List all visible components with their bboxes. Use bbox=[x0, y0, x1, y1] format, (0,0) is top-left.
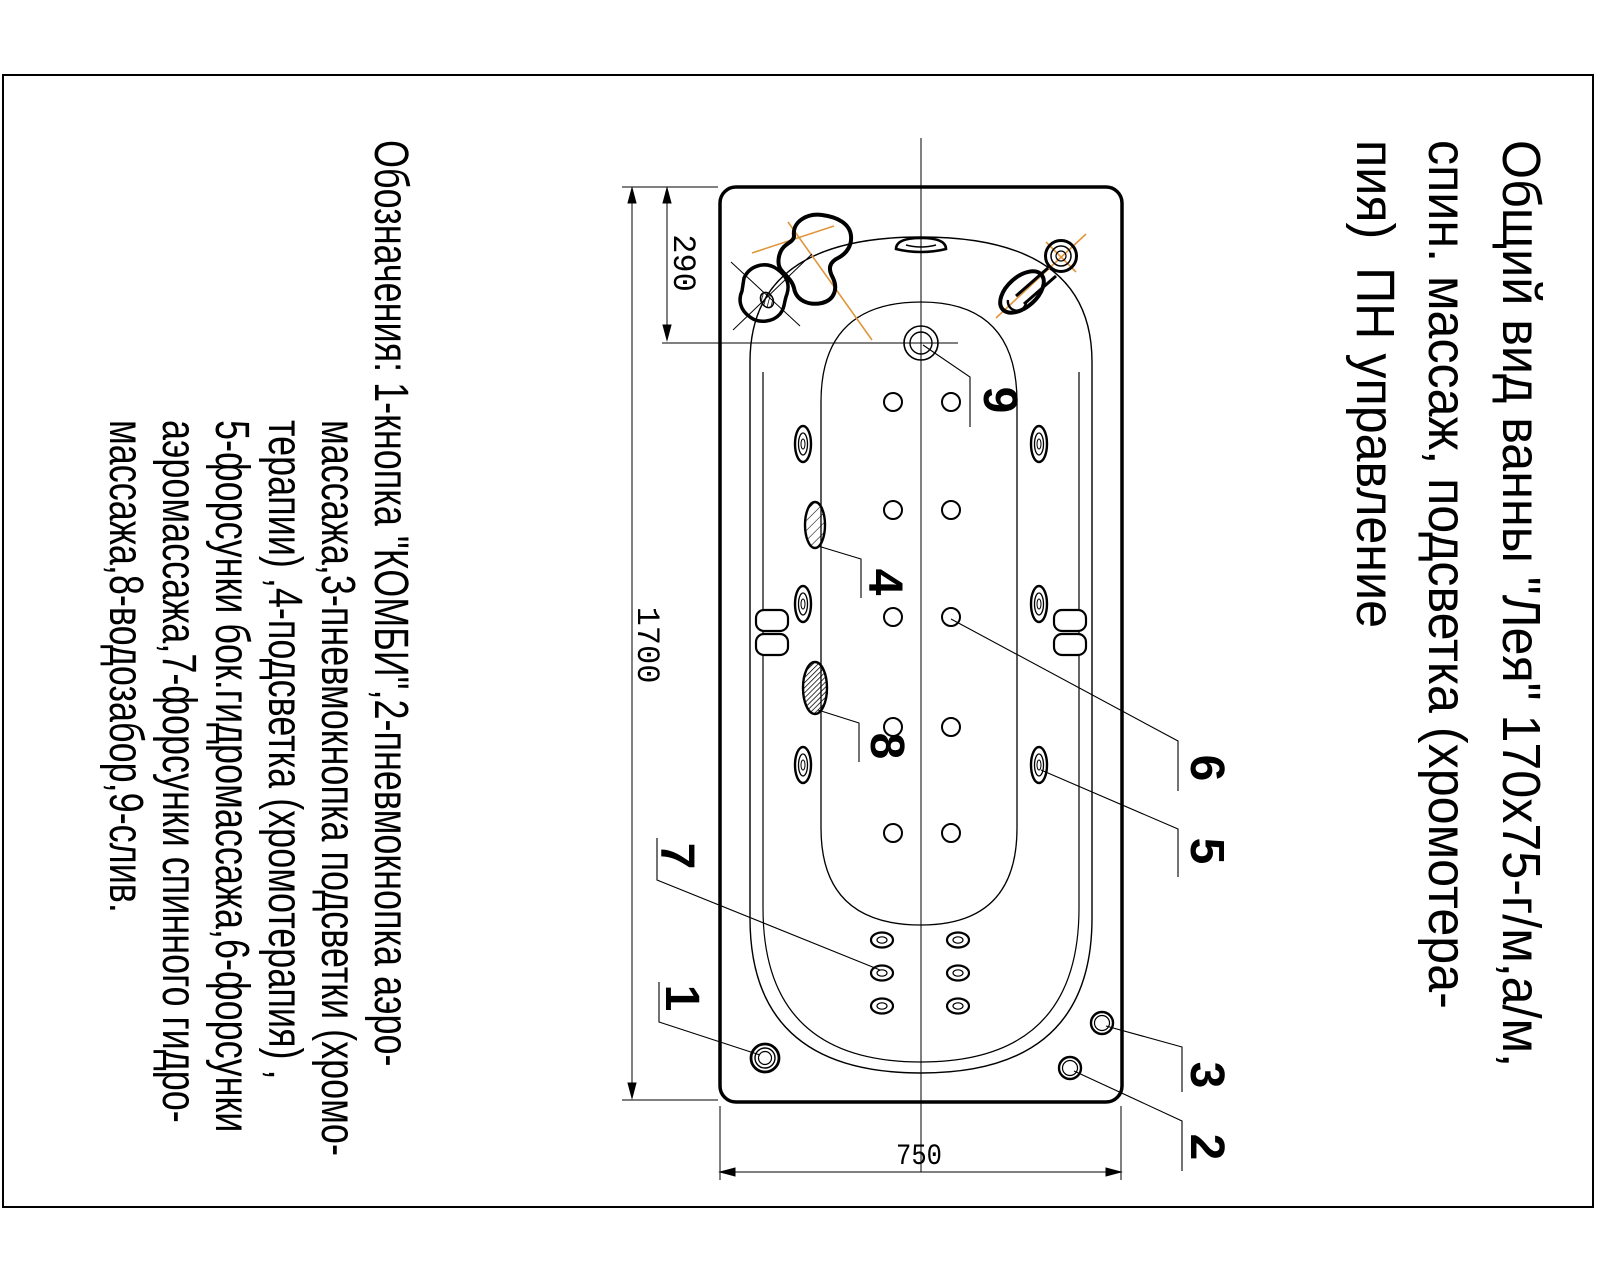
callout-9: 9 bbox=[973, 386, 1026, 414]
callout-2: 2 bbox=[1180, 1133, 1233, 1161]
legend-line-6: массажа,8-водозабор,9-слив. bbox=[99, 420, 152, 913]
light-icon bbox=[805, 502, 825, 548]
legend-line-5: аэромассажа,7-форсунки спинного гидро- bbox=[152, 420, 205, 1123]
kombi-button-icon bbox=[751, 1044, 779, 1072]
pneumo-button-light-icon bbox=[1091, 1012, 1113, 1034]
dim-750: 750 bbox=[896, 1140, 942, 1174]
water-intake-icon bbox=[803, 662, 827, 714]
air-jet-icons bbox=[884, 393, 960, 842]
dim-1700: 1700 bbox=[628, 606, 665, 684]
legend-line-3: терапии) ,4-подсветка (хромотерапия) , bbox=[258, 420, 311, 1080]
legend-line-2: массажа,3-пневмокнопка подсветки (хромо- bbox=[311, 420, 364, 1156]
callout-6: 6 bbox=[1180, 754, 1233, 782]
pneumo-button-air-icon bbox=[1059, 1057, 1081, 1079]
callout-leaders bbox=[657, 345, 1182, 1174]
dim-290: 290 bbox=[664, 234, 701, 292]
grip-notch-left bbox=[756, 610, 788, 655]
spine-jet-icons bbox=[871, 933, 969, 1014]
callout-4: 4 bbox=[858, 568, 911, 596]
grip-notch-right bbox=[1054, 610, 1086, 655]
dimension-lines bbox=[622, 187, 1121, 1180]
control-knob-icon bbox=[731, 254, 812, 330]
callout-1: 1 bbox=[655, 984, 708, 1012]
title-line-2: спин. массаж, подсветка (хромотера- bbox=[1417, 140, 1477, 1009]
title-line-1: Общий вид ванны "Лея" 170х75-г/м,а/м, bbox=[1491, 140, 1551, 1068]
callout-7: 7 bbox=[650, 842, 703, 870]
legend-line-1: Обозначения: 1-кнопка "КОМБИ",2-пневмокнопка аэро- bbox=[364, 140, 417, 1067]
callout-8: 8 bbox=[860, 732, 913, 760]
faucet-icon bbox=[993, 234, 1086, 321]
title-line-3: пия) ПН управление bbox=[1345, 140, 1405, 629]
callout-3: 3 bbox=[1180, 1061, 1233, 1089]
legend-line-4: 5-форсунки бок.гидромассажа,6-форсунки bbox=[205, 420, 258, 1133]
callout-5: 5 bbox=[1180, 837, 1233, 865]
